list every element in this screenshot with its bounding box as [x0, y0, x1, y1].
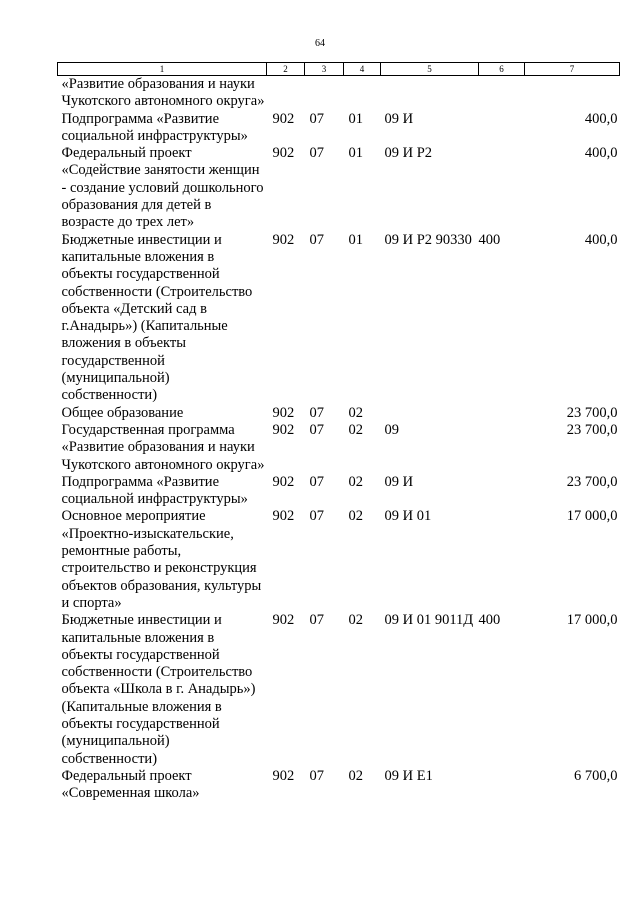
row-expense-type: 400	[478, 231, 501, 248]
row-name: Основное мероприятие «Проектно-изыскательские, ремонтные работы, строительство и реконструкция объектов образования, культуры и спорта»	[61, 508, 262, 611]
row-expense-type	[479, 111, 525, 146]
table-row	[58, 405, 620, 422]
row-expense-type	[479, 474, 525, 509]
row-expense-type	[479, 508, 525, 612]
row-amount: 23 700,0	[566, 404, 618, 421]
row-grbs: 902	[272, 612, 295, 629]
row-grbs: 902	[272, 145, 295, 162]
row-subsection: 01	[348, 145, 363, 162]
row-name: Бюджетные инвестиции и капитальные вложения в объекты государственной собственности (Строительство объекта «Детский сад в г.Анадырь») (Капитальные вложения в объекты государственной (муниципальной) собственности)	[61, 231, 253, 404]
row-grbs: 902	[272, 473, 295, 490]
budget-table	[57, 62, 620, 802]
row-subsection: 01	[348, 110, 363, 127]
row-expense-type: 400	[478, 612, 501, 629]
table-row	[58, 76, 620, 111]
row-expense-type	[479, 422, 525, 474]
row-subsection: 02	[348, 767, 363, 784]
row-name: Подпрограмма «Развитие социальной инфраструктуры»	[61, 110, 248, 144]
row-name: Бюджетные инвестиции и капитальные вложения в объекты государственной собственности (Строительство объекта «Школа в г. Анадырь») (Капитальные вложения в объекты государственной (муниципальной) собственности)	[61, 612, 256, 767]
col-header-3: 3	[305, 63, 344, 76]
row-subsection	[344, 76, 381, 111]
row-section: 07	[309, 421, 324, 438]
row-grbs: 902	[272, 404, 295, 421]
row-section: 07	[309, 508, 324, 525]
row-amount: 23 700,0	[566, 473, 618, 490]
row-subsection: 02	[348, 612, 363, 629]
row-name: Федеральный проект «Современная школа»	[61, 767, 200, 802]
row-section	[305, 76, 344, 111]
row-expense-type	[479, 76, 525, 111]
row-grbs: 902	[272, 110, 295, 127]
row-grbs: 902	[272, 421, 295, 438]
row-amount: 400,0	[584, 145, 618, 162]
col-header-4: 4	[344, 63, 381, 76]
row-target-article: 09 И Р2	[384, 145, 433, 162]
row-amount: 400,0	[584, 110, 618, 127]
row-target-article: 09 И Е1	[384, 767, 433, 784]
row-section: 07	[309, 612, 324, 629]
row-expense-type	[479, 405, 525, 422]
col-header-2: 2	[267, 63, 305, 76]
row-subsection: 02	[348, 404, 363, 421]
row-target-article: 09 И 01 9011Д	[384, 612, 474, 629]
row-name: Общее образование	[61, 404, 184, 421]
row-target-article: 09 И Р2 90330	[384, 231, 472, 248]
row-section: 07	[309, 767, 324, 784]
row-amount: 17 000,0	[566, 612, 618, 629]
col-header-6: 6	[479, 63, 525, 76]
row-subsection: 02	[348, 421, 363, 438]
col-header-5: 5	[381, 63, 479, 76]
row-subsection: 01	[348, 231, 363, 248]
row-subsection: 02	[348, 508, 363, 525]
row-grbs: 902	[272, 508, 295, 525]
table-row	[58, 111, 620, 146]
row-expense-type	[479, 145, 525, 231]
page-number: 64	[315, 38, 325, 49]
table-row	[58, 474, 620, 509]
row-subsection: 02	[348, 473, 363, 490]
row-amount: 6 700,0	[574, 767, 618, 784]
row-section: 07	[309, 231, 324, 248]
row-amount	[525, 76, 620, 111]
row-section: 07	[309, 110, 324, 127]
row-section: 07	[309, 404, 324, 421]
table-row	[58, 145, 620, 231]
table-row	[58, 508, 620, 612]
table-row	[58, 768, 620, 803]
row-target-article: 09 И	[384, 110, 414, 127]
row-name: «Развитие образования и науки Чукотского автономного округа»	[61, 76, 265, 110]
row-grbs: 902	[272, 231, 295, 248]
header-row	[58, 63, 620, 76]
row-name: Федеральный проект «Содействие занятости женщин - создание условий дошкольного образования для детей в возрасте до трех лет»	[61, 145, 264, 231]
col-header-7: 7	[525, 63, 620, 76]
row-amount: 23 700,0	[566, 421, 618, 438]
row-target-article	[381, 405, 479, 422]
table-row	[58, 422, 620, 474]
row-grbs: 902	[272, 767, 295, 784]
row-amount: 400,0	[584, 231, 618, 248]
row-target-article	[381, 76, 479, 111]
table-row	[58, 232, 620, 405]
table-row	[58, 612, 620, 768]
row-amount: 17 000,0	[566, 508, 618, 525]
row-target-article: 09 И	[384, 473, 414, 490]
row-name: Государственная программа «Развитие образования и науки Чукотского автономного округа»	[61, 421, 265, 473]
row-target-article: 09 И 01	[384, 508, 432, 525]
row-grbs	[267, 76, 305, 111]
col-header-1: 1	[58, 63, 267, 76]
row-section: 07	[309, 473, 324, 490]
row-section: 07	[309, 145, 324, 162]
row-name: Подпрограмма «Развитие социальной инфраструктуры»	[61, 473, 248, 508]
row-expense-type	[479, 768, 525, 803]
row-target-article: 09	[384, 421, 399, 438]
